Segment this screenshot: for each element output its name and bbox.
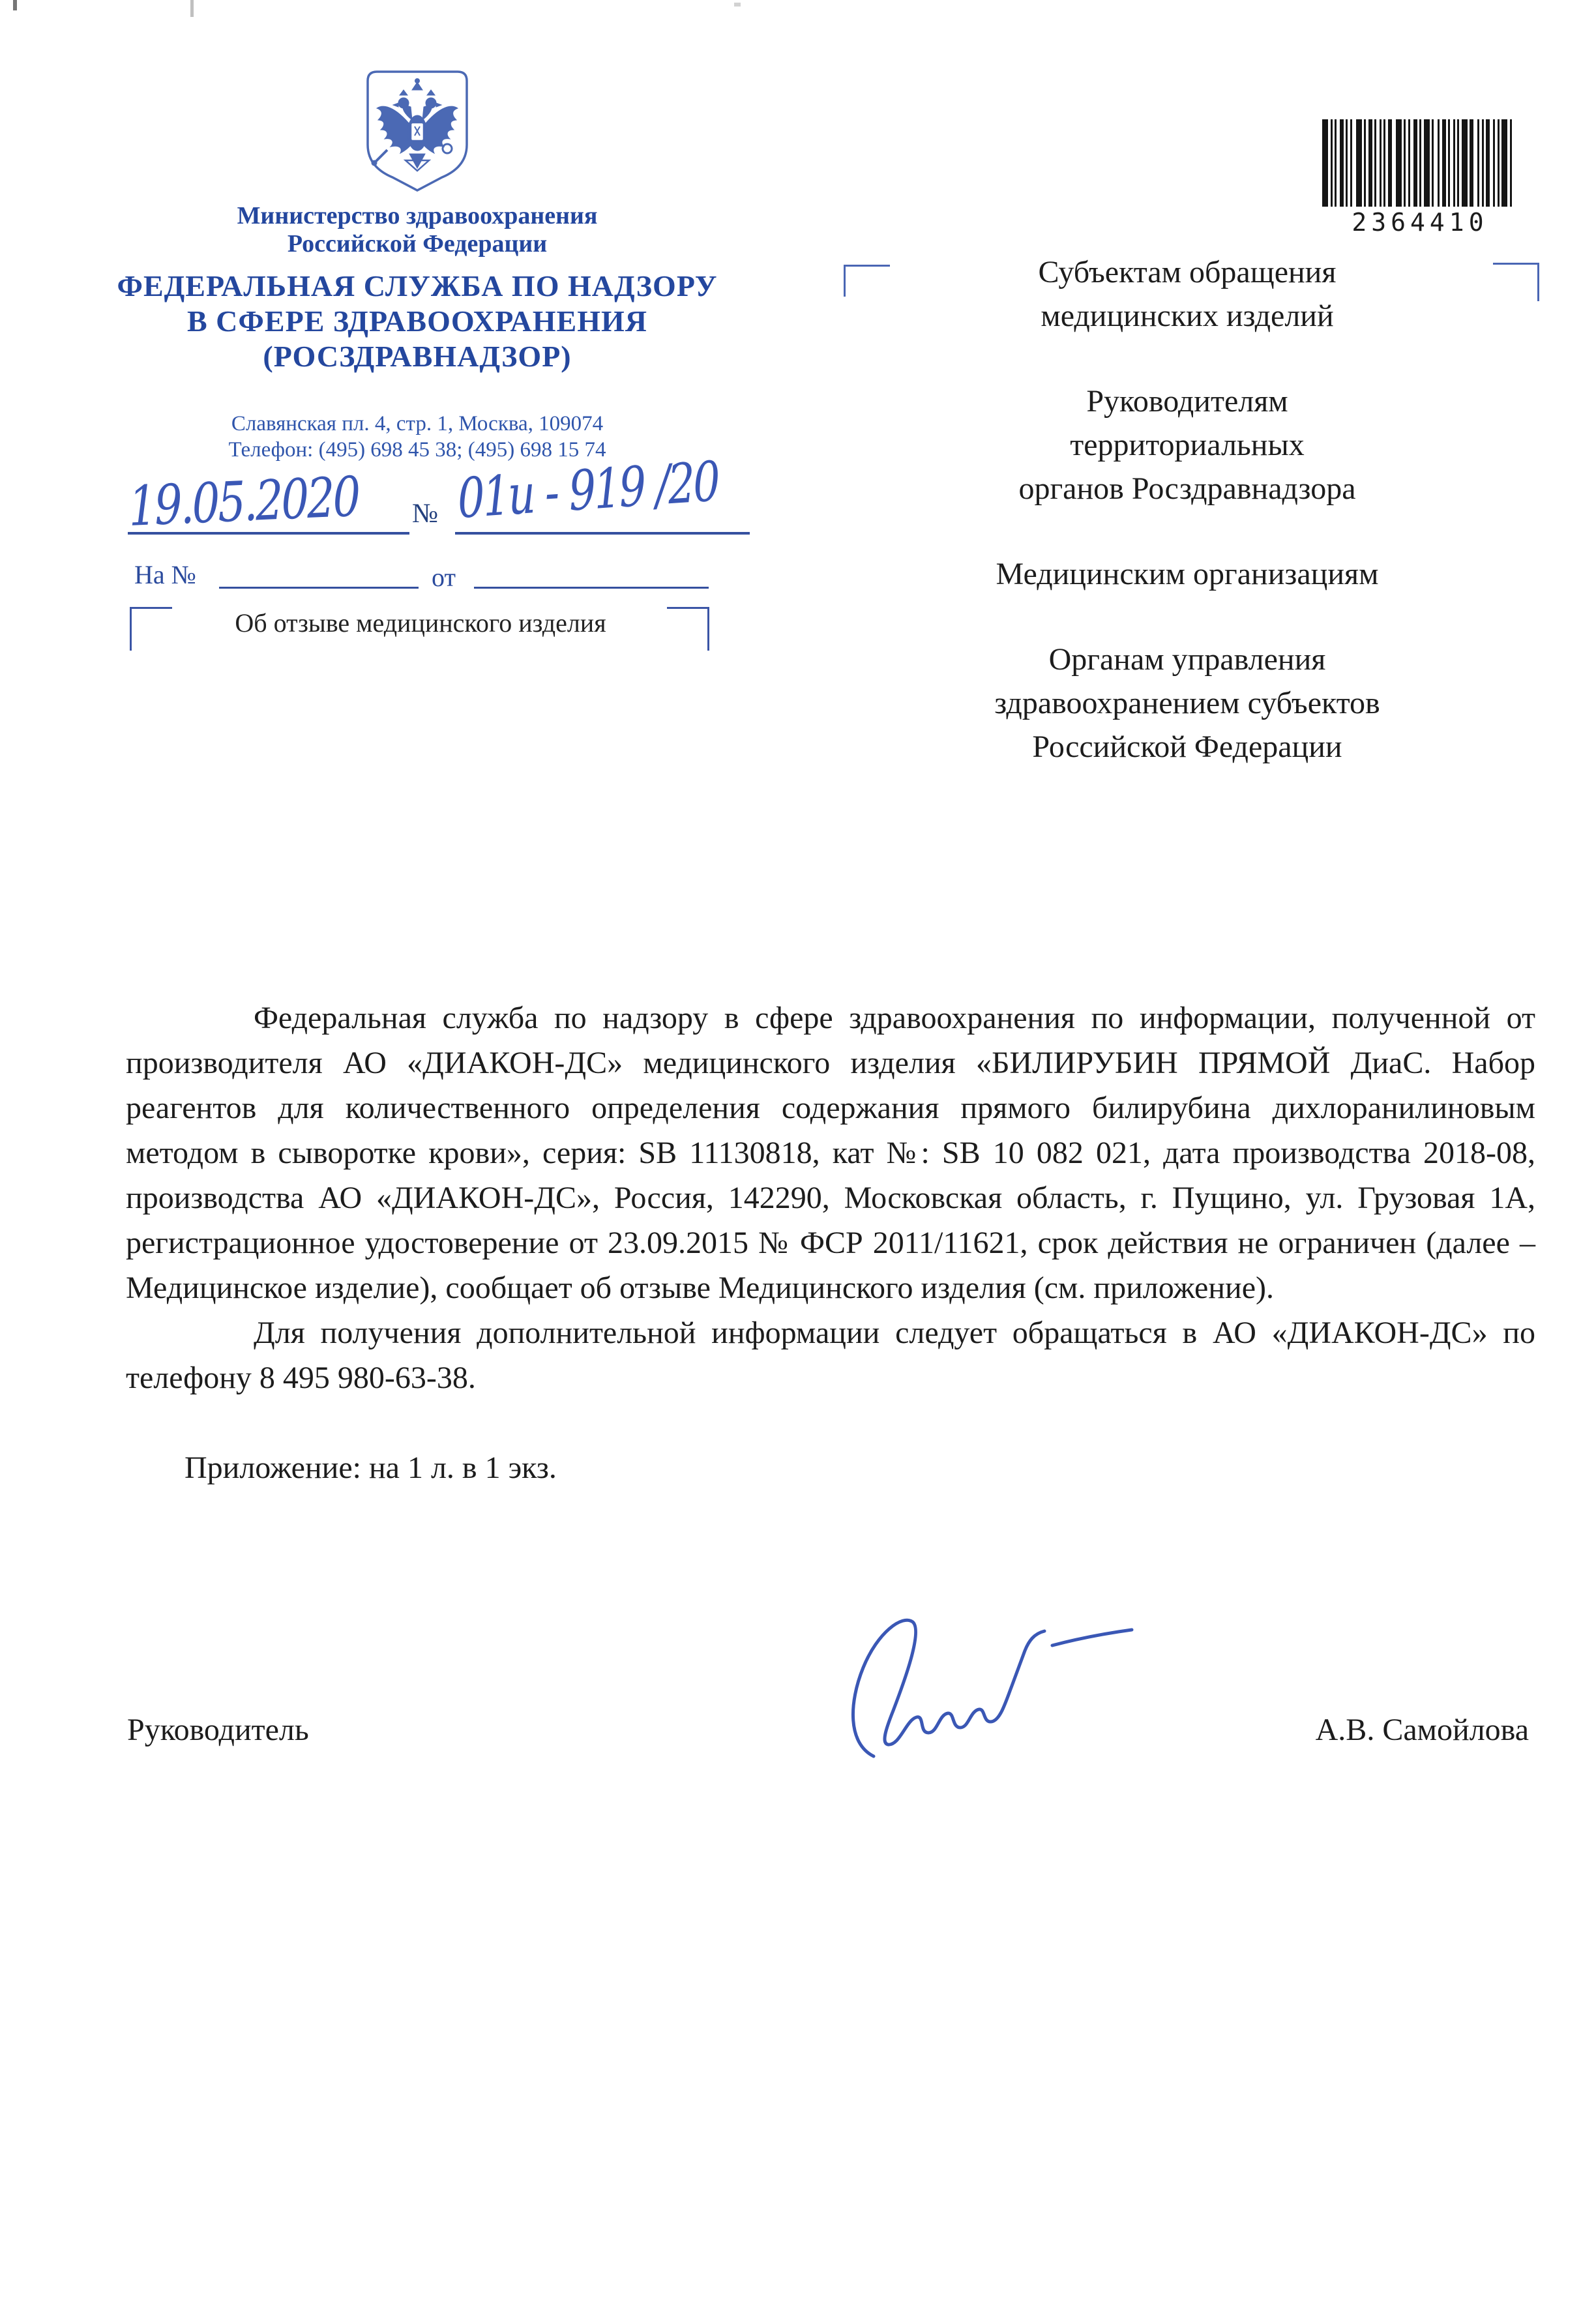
service-name [98, 269, 737, 374]
ref-underline-1 [219, 587, 419, 589]
ot-label: от [432, 563, 456, 592]
address-line: Славянская пл. 4, стр. 1, Москва, 109074 [231, 412, 604, 435]
coat-of-arms-icon [360, 65, 475, 193]
body-paragraph-2: Для получения дополнительной информации следует обращаться в АО «ДИАКОН-ДС» по телефону 8 495 980-63-38. [126, 1316, 1535, 1395]
attachment-note: Приложение: на 1 л. в 1 экз. [185, 1451, 557, 1485]
service-line-2: В СФЕРЕ ЗДРАВООХРАНЕНИЯ [187, 304, 647, 338]
recipient-group [841, 552, 1533, 596]
scan-artifact [734, 3, 741, 7]
recipient-line: территориальных [1070, 428, 1305, 462]
service-line-1: ФЕДЕРАЛЬНАЯ СЛУЖБА ПО НАДЗОРУ [117, 269, 718, 302]
ministry-name [98, 202, 737, 258]
ministry-line-1: Министерство здравоохранения [237, 202, 598, 229]
doc-date-handwritten: 19.05.2020 [128, 464, 360, 538]
recipient-line: органов Росздравнадзора [1018, 471, 1356, 506]
phone-line: Телефон: (495) 698 45 38; (495) 698 15 74 [228, 438, 606, 462]
na-no-label: На № [134, 560, 196, 589]
signature-position: Руководитель [127, 1713, 309, 1747]
letterhead [98, 65, 737, 463]
barcode-bars [1322, 119, 1518, 207]
recipient-group [841, 638, 1533, 769]
signature-autograph [823, 1605, 1240, 1781]
signature-name: А.В. Самойлова [1315, 1713, 1529, 1747]
barcode [1322, 119, 1518, 237]
recipient-line: Субъектам обращения [1038, 255, 1337, 289]
subject-line: Об отзыве медицинского изделия [235, 608, 606, 638]
subject-bracket-left [130, 607, 172, 651]
recipient-group [841, 379, 1533, 510]
recipient-line: Медицинским организациям [996, 557, 1379, 591]
recipient-group [841, 250, 1533, 338]
ref-underline-2 [474, 587, 709, 589]
recipient-line: Российской Федерации [1032, 729, 1342, 764]
service-line-3: (РОСЗДРАВНАДЗОР) [263, 340, 572, 373]
number-sign: № [412, 499, 439, 529]
letter-body [126, 995, 1535, 1490]
recipient-line: медицинских изделий [1041, 299, 1334, 333]
scan-artifact [13, 0, 17, 10]
scan-artifact [190, 0, 194, 17]
recipients-block [841, 250, 1533, 769]
recipient-line: Органам управления [1048, 642, 1326, 677]
date-underline [128, 532, 409, 535]
subject-bracket-right [667, 607, 709, 651]
doc-number-handwritten: 01и - 919 /20 [456, 449, 720, 531]
ministry-line-2: Российской Федерации [287, 230, 548, 258]
number-underline [455, 532, 750, 535]
recipient-line: здравоохранением субъектов [994, 686, 1380, 720]
recipient-line: Руководителям [1086, 384, 1288, 419]
barcode-number: 2364410 [1352, 208, 1488, 237]
body-paragraph-1: Федеральная служба по надзору в сфере здравоохранения по информации, полученной от производителя АО «ДИАКОН-ДС» медицинского изделия «БИЛИРУБИН ПРЯМОЙ ДиаС. Набор реагентов для количественного определения содержания прямого билирубина дихлоранилиновым методом в сыворотке крови», серия: SB 11130818, кат №: SB 10 082 021, дата производства 2018-08, производства АО «ДИАКОН-ДС», Россия, 142290, Московская область, г. Пущино, ул. Грузовая 1А, регистрационное удостоверение от 23.09.2015 № ФСР 2011/11621, срок действия не ограничен (далее – Медицинское изделие), сообщает об отзыве Медицинского изделия (см. приложение). [126, 1001, 1535, 1305]
